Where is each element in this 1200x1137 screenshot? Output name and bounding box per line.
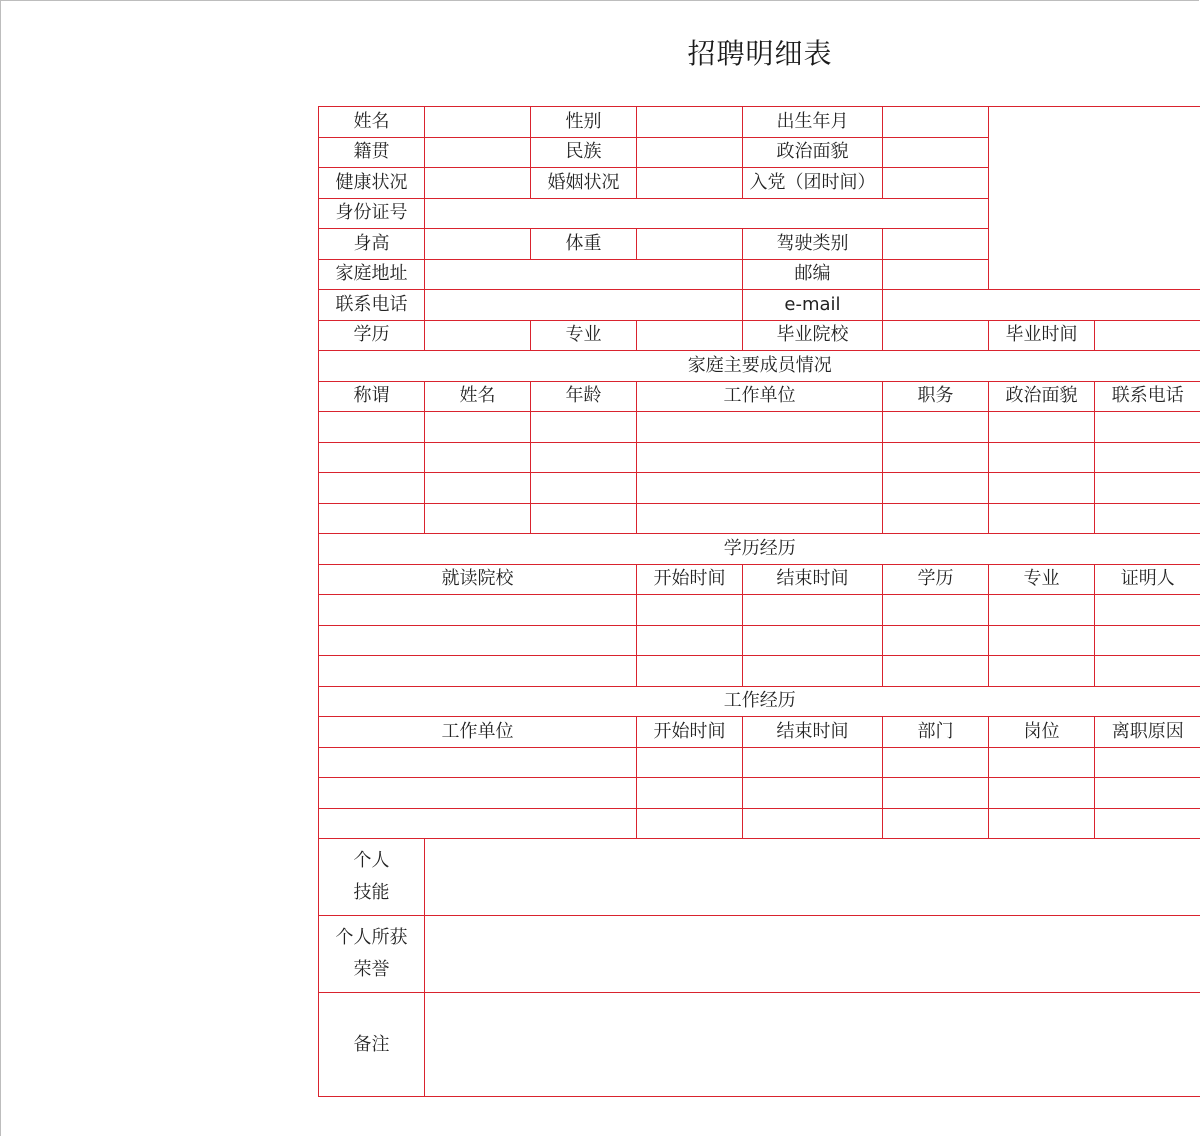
family-cell[interactable] (319, 442, 425, 473)
education-header-end: 结束时间 (743, 564, 883, 595)
family-cell[interactable] (1095, 442, 1200, 473)
education-cell[interactable] (637, 656, 743, 687)
basic-row-1 (319, 107, 1200, 138)
education-header-major: 专业 (989, 564, 1095, 595)
work-cell[interactable] (319, 778, 637, 809)
family-cell[interactable] (319, 503, 425, 534)
photo-area[interactable] (989, 107, 1200, 290)
label-grad-time: 毕业时间 (989, 320, 1095, 351)
label-skills-line2: 技能 (353, 882, 390, 903)
label-height: 身高 (319, 229, 425, 260)
education-header-row (319, 564, 1200, 595)
input-postcode[interactable] (883, 259, 989, 290)
education-cell[interactable] (989, 595, 1095, 626)
family-cell[interactable] (531, 503, 637, 534)
family-cell[interactable] (425, 442, 531, 473)
input-native[interactable] (425, 137, 531, 168)
education-header-degree: 学历 (883, 564, 989, 595)
work-header-end: 结束时间 (743, 717, 883, 748)
label-skills-line1: 个人 (353, 850, 390, 871)
input-remarks[interactable] (425, 993, 1200, 1097)
family-header-political: 政治面貌 (989, 381, 1095, 412)
work-header-leave-reason: 离职原因 (1095, 717, 1200, 748)
family-cell[interactable] (531, 473, 637, 504)
input-email[interactable] (883, 290, 1200, 321)
work-section-row (319, 686, 1200, 717)
family-cell[interactable] (425, 503, 531, 534)
label-email: e-mail (743, 290, 883, 321)
input-major[interactable] (637, 320, 743, 351)
family-row (319, 503, 1200, 534)
family-cell[interactable] (637, 503, 883, 534)
input-skills[interactable] (425, 839, 1200, 916)
family-row (319, 412, 1200, 443)
work-cell[interactable] (637, 778, 743, 809)
label-honors-line1: 个人所获 (335, 927, 408, 948)
work-cell[interactable] (1095, 808, 1200, 839)
education-cell[interactable] (883, 625, 989, 656)
family-cell[interactable] (531, 442, 637, 473)
work-cell[interactable] (989, 808, 1095, 839)
honors-row (319, 916, 1200, 993)
education-header-referee: 证明人 (1095, 564, 1200, 595)
work-section-title: 工作经历 (319, 686, 1200, 717)
label-ethnicity: 民族 (531, 137, 637, 168)
input-health[interactable] (425, 168, 531, 199)
work-cell[interactable] (1095, 747, 1200, 778)
family-cell[interactable] (637, 412, 883, 443)
family-cell[interactable] (883, 412, 989, 443)
label-address: 家庭地址 (319, 259, 425, 290)
education-header-school: 就读院校 (319, 564, 637, 595)
input-marital[interactable] (637, 168, 743, 199)
work-header-row (319, 717, 1200, 748)
work-cell[interactable] (743, 778, 883, 809)
education-header-start: 开始时间 (637, 564, 743, 595)
label-weight: 体重 (531, 229, 637, 260)
work-cell[interactable] (1095, 778, 1200, 809)
input-ethnicity[interactable] (637, 137, 743, 168)
label-honors (319, 916, 425, 993)
input-id-number[interactable] (425, 198, 989, 229)
family-header-relation: 称谓 (319, 381, 425, 412)
work-cell[interactable] (883, 778, 989, 809)
document-title: 招聘明细表 (687, 37, 833, 70)
remarks-row (319, 993, 1200, 1097)
education-cell[interactable] (319, 625, 637, 656)
education-row (319, 656, 1200, 687)
family-row (319, 442, 1200, 473)
work-cell[interactable] (637, 808, 743, 839)
input-school[interactable] (883, 320, 989, 351)
family-row (319, 473, 1200, 504)
input-height[interactable] (425, 229, 531, 260)
education-cell[interactable] (319, 656, 637, 687)
input-grad-time[interactable] (1095, 320, 1200, 351)
label-phone: 联系电话 (319, 290, 425, 321)
family-cell[interactable] (425, 412, 531, 443)
education-row (319, 595, 1200, 626)
work-row (319, 778, 1200, 809)
work-row (319, 808, 1200, 839)
education-row (319, 625, 1200, 656)
work-cell[interactable] (883, 808, 989, 839)
education-section-row (319, 534, 1200, 565)
input-political[interactable] (883, 137, 989, 168)
education-cell[interactable] (743, 625, 883, 656)
basic-row-8 (319, 320, 1200, 351)
work-header-position: 岗位 (989, 717, 1095, 748)
family-cell[interactable] (883, 442, 989, 473)
input-birth[interactable] (883, 107, 989, 138)
label-marital: 婚姻状况 (531, 168, 637, 199)
work-cell[interactable] (319, 808, 637, 839)
label-name: 姓名 (319, 107, 425, 138)
family-section-row (319, 351, 1200, 382)
family-section-title: 家庭主要成员情况 (319, 351, 1200, 382)
input-weight[interactable] (637, 229, 743, 260)
label-honors-line2: 荣誉 (353, 959, 390, 980)
family-cell[interactable] (1095, 473, 1200, 504)
work-cell[interactable] (637, 747, 743, 778)
work-header-employer: 工作单位 (319, 717, 637, 748)
education-cell[interactable] (1095, 625, 1200, 656)
work-cell[interactable] (883, 747, 989, 778)
input-phone[interactable] (425, 290, 743, 321)
work-cell[interactable] (319, 747, 637, 778)
family-cell[interactable] (989, 412, 1095, 443)
input-license[interactable] (883, 229, 989, 260)
family-cell[interactable] (989, 473, 1095, 504)
family-cell[interactable] (989, 503, 1095, 534)
education-cell[interactable] (1095, 595, 1200, 626)
label-birth: 出生年月 (743, 107, 883, 138)
education-section-title: 学历经历 (319, 534, 1200, 565)
family-header-phone: 联系电话 (1095, 381, 1200, 412)
family-cell[interactable] (319, 473, 425, 504)
family-header-age: 年龄 (531, 381, 637, 412)
family-cell[interactable] (531, 412, 637, 443)
family-cell[interactable] (883, 473, 989, 504)
work-cell[interactable] (989, 778, 1095, 809)
label-skills (319, 839, 425, 916)
input-name[interactable] (425, 107, 531, 138)
education-cell[interactable] (637, 595, 743, 626)
label-id-number: 身份证号 (319, 198, 425, 229)
family-cell[interactable] (425, 473, 531, 504)
skills-row (319, 839, 1200, 916)
basic-row-7 (319, 290, 1200, 321)
family-header-position: 职务 (883, 381, 989, 412)
label-political: 政治面貌 (743, 137, 883, 168)
recruitment-form-table (318, 106, 1200, 1097)
label-education: 学历 (319, 320, 425, 351)
education-cell[interactable] (883, 595, 989, 626)
work-header-department: 部门 (883, 717, 989, 748)
education-cell[interactable] (1095, 656, 1200, 687)
family-cell[interactable] (637, 442, 883, 473)
family-cell[interactable] (883, 503, 989, 534)
family-cell[interactable] (637, 473, 883, 504)
label-license: 驾驶类别 (743, 229, 883, 260)
education-cell[interactable] (989, 656, 1095, 687)
education-cell[interactable] (743, 656, 883, 687)
label-remarks: 备注 (319, 993, 425, 1097)
work-row (319, 747, 1200, 778)
label-school: 毕业院校 (743, 320, 883, 351)
work-cell[interactable] (743, 747, 883, 778)
education-cell[interactable] (319, 595, 637, 626)
work-header-start: 开始时间 (637, 717, 743, 748)
label-gender: 性别 (531, 107, 637, 138)
label-postcode: 邮编 (743, 259, 883, 290)
family-header-employer: 工作单位 (637, 381, 883, 412)
family-header-name: 姓名 (425, 381, 531, 412)
education-cell[interactable] (883, 656, 989, 687)
work-cell[interactable] (989, 747, 1095, 778)
input-party-join[interactable] (883, 168, 989, 199)
input-education[interactable] (425, 320, 531, 351)
education-cell[interactable] (637, 625, 743, 656)
label-party-join: 入党（团时间） (743, 168, 883, 199)
family-cell[interactable] (319, 412, 425, 443)
family-cell[interactable] (989, 442, 1095, 473)
family-header-row (319, 381, 1200, 412)
input-gender[interactable] (637, 107, 743, 138)
education-cell[interactable] (743, 595, 883, 626)
family-cell[interactable] (1095, 503, 1200, 534)
input-address[interactable] (425, 259, 743, 290)
family-cell[interactable] (1095, 412, 1200, 443)
label-health: 健康状况 (319, 168, 425, 199)
work-cell[interactable] (743, 808, 883, 839)
label-native: 籍贯 (319, 137, 425, 168)
input-honors[interactable] (425, 916, 1200, 993)
education-cell[interactable] (989, 625, 1095, 656)
label-major: 专业 (531, 320, 637, 351)
